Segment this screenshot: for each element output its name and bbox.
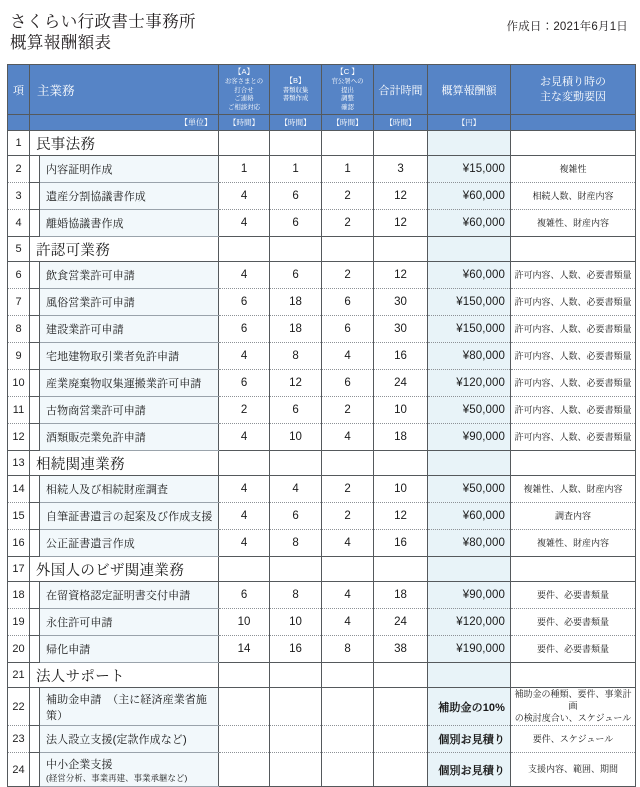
- row-indent-spacer: [30, 183, 40, 210]
- hours-b: 18: [270, 289, 322, 316]
- hours-b: [270, 726, 322, 753]
- variable-factors: 要件、必要書類量: [511, 582, 636, 609]
- total-hours: 18: [374, 424, 428, 451]
- task-name: 在留資格認定証明書交付申請: [40, 582, 219, 609]
- table-row: [8, 262, 636, 289]
- hours-a: [219, 557, 270, 582]
- hours-b: 18: [270, 316, 322, 343]
- unit-a: 【時間】: [219, 115, 270, 131]
- hours-a: [219, 131, 270, 156]
- hours-b: 6: [270, 262, 322, 289]
- total-hours: 18: [374, 582, 428, 609]
- total-hours: [374, 557, 428, 582]
- row-indent-spacer: [30, 397, 40, 424]
- hours-a: [219, 451, 270, 476]
- estimated-fee: [428, 557, 511, 582]
- hours-a: 4: [219, 262, 270, 289]
- hours-c: [322, 237, 374, 262]
- estimated-fee: ¥60,000: [428, 210, 511, 237]
- task-name: 法人設立支援(定款作成など): [40, 726, 219, 753]
- units-row: [8, 115, 636, 131]
- hours-c: 6: [322, 289, 374, 316]
- row-number: 8: [8, 316, 30, 343]
- table-row: [8, 503, 636, 530]
- variable-factors: [511, 451, 636, 476]
- row-number: 24: [8, 753, 30, 787]
- variable-factors: 要件、必要書類量: [511, 609, 636, 636]
- row-indent-spacer: [30, 262, 40, 289]
- hours-b: 8: [270, 582, 322, 609]
- hours-b: 16: [270, 636, 322, 663]
- total-hours: 16: [374, 343, 428, 370]
- hours-c: 6: [322, 316, 374, 343]
- hours-c: [322, 688, 374, 726]
- unit-note-cell: [511, 115, 636, 131]
- hours-b: 4: [270, 476, 322, 503]
- group-title: 法人サポート: [30, 663, 219, 688]
- column-a-tag: 【A】: [233, 67, 255, 77]
- office-name: さくらい行政書士事務所: [10, 13, 196, 31]
- row-number: 14: [8, 476, 30, 503]
- hours-c: 4: [322, 343, 374, 370]
- row-indent-spacer: [30, 370, 40, 397]
- hours-a: [219, 663, 270, 688]
- hours-a: 2: [219, 397, 270, 424]
- column-b-tag: 【B】: [285, 75, 306, 85]
- table-row: [8, 131, 636, 156]
- group-title: 相続関連業務: [30, 451, 219, 476]
- estimated-fee: [428, 451, 511, 476]
- document-header: [6, 0, 634, 60]
- total-hours: 12: [374, 183, 428, 210]
- hours-b: 6: [270, 183, 322, 210]
- variable-factors: [511, 557, 636, 582]
- table-body: [8, 131, 636, 787]
- task-name: 帰化申請: [40, 636, 219, 663]
- column-c-desc: 官公署への 提出 調整 確認: [331, 78, 364, 111]
- task-name: 内容証明作成: [40, 156, 219, 183]
- row-number: 18: [8, 582, 30, 609]
- table-row: [8, 210, 636, 237]
- row-indent-spacer: [30, 688, 40, 726]
- estimated-fee: [428, 663, 511, 688]
- column-header-a: [219, 65, 270, 115]
- hours-b: 6: [270, 210, 322, 237]
- hours-c: 2: [322, 503, 374, 530]
- hours-a: [219, 726, 270, 753]
- table-row: [8, 557, 636, 582]
- estimated-fee: ¥120,000: [428, 370, 511, 397]
- hours-b: 10: [270, 609, 322, 636]
- variable-factors: 調査内容: [511, 503, 636, 530]
- hours-c: 1: [322, 156, 374, 183]
- hours-c: 2: [322, 183, 374, 210]
- column-a-desc: お客さまとの 打合せ ご連絡 ご相談対応: [224, 78, 264, 111]
- hours-b: 8: [270, 343, 322, 370]
- table-row: [8, 424, 636, 451]
- column-header-fee: 概算報酬額: [428, 65, 511, 115]
- task-subtext: (経営分析、事業再建、事業承継など): [46, 773, 188, 784]
- hours-a: 6: [219, 582, 270, 609]
- total-hours: 12: [374, 503, 428, 530]
- hours-a: 10: [219, 609, 270, 636]
- row-number: 7: [8, 289, 30, 316]
- estimated-fee: ¥15,000: [428, 156, 511, 183]
- hours-a: 4: [219, 476, 270, 503]
- unit-label: 【単位】: [30, 115, 219, 131]
- variable-factors: 許可内容、人数、必要書類量: [511, 424, 636, 451]
- total-hours: 16: [374, 530, 428, 557]
- group-title: 外国人のビザ関連業務: [30, 557, 219, 582]
- hours-c: 4: [322, 530, 374, 557]
- row-number: 5: [8, 237, 30, 262]
- row-indent-spacer: [30, 210, 40, 237]
- column-header-task: 主業務: [30, 65, 219, 115]
- hours-a: [219, 237, 270, 262]
- total-hours: [374, 753, 428, 787]
- table-row: [8, 316, 636, 343]
- variable-factors: 許可内容、人数、必要書類量: [511, 343, 636, 370]
- hours-a: 4: [219, 424, 270, 451]
- estimated-fee: ¥80,000: [428, 343, 511, 370]
- column-header-total: 合計時間: [374, 65, 428, 115]
- hours-a: 4: [219, 503, 270, 530]
- row-number: 15: [8, 503, 30, 530]
- row-indent-spacer: [30, 343, 40, 370]
- estimated-fee: ¥150,000: [428, 316, 511, 343]
- hours-a: [219, 753, 270, 787]
- page-title: 概算報酬額表: [10, 34, 112, 53]
- row-number: 9: [8, 343, 30, 370]
- hours-c: 2: [322, 262, 374, 289]
- column-header-b: [270, 65, 322, 115]
- total-hours: [374, 688, 428, 726]
- row-indent-spacer: [30, 289, 40, 316]
- hours-c: 4: [322, 424, 374, 451]
- total-hours: [374, 663, 428, 688]
- row-number: 11: [8, 397, 30, 424]
- column-header-c: [322, 65, 374, 115]
- task-name: 酒類販売業免許申請: [40, 424, 219, 451]
- task-name: 相続人及び相続財産調査: [40, 476, 219, 503]
- hours-c: 2: [322, 210, 374, 237]
- variable-factors: 要件、スケジュール: [511, 726, 636, 753]
- variable-factors: 許可内容、人数、必要書類量: [511, 397, 636, 424]
- group-title: 民事法務: [30, 131, 219, 156]
- variable-factors: 許可内容、人数、必要書類量: [511, 289, 636, 316]
- variable-factors: 許可内容、人数、必要書類量: [511, 262, 636, 289]
- row-number: 6: [8, 262, 30, 289]
- row-number: 16: [8, 530, 30, 557]
- estimated-fee: ¥60,000: [428, 183, 511, 210]
- estimated-fee: ¥60,000: [428, 262, 511, 289]
- row-number: 1: [8, 131, 30, 156]
- row-indent-spacer: [30, 609, 40, 636]
- row-indent-spacer: [30, 503, 40, 530]
- title-block: [10, 12, 196, 54]
- variable-factors: [511, 131, 636, 156]
- unit-c: 【時間】: [322, 115, 374, 131]
- task-name: 公正証書遺言作成: [40, 530, 219, 557]
- estimated-fee: [428, 131, 511, 156]
- hours-b: [270, 451, 322, 476]
- unit-fee: 【円】: [428, 115, 511, 131]
- total-hours: 10: [374, 397, 428, 424]
- hours-a: 4: [219, 343, 270, 370]
- row-indent-spacer: [30, 156, 40, 183]
- hours-c: [322, 753, 374, 787]
- row-indent-spacer: [30, 582, 40, 609]
- total-hours: [374, 131, 428, 156]
- row-indent-spacer: [30, 424, 40, 451]
- row-number: 21: [8, 663, 30, 688]
- table-row: [8, 663, 636, 688]
- table-row: [8, 370, 636, 397]
- total-hours: 38: [374, 636, 428, 663]
- total-hours: 24: [374, 609, 428, 636]
- variable-factors: 支援内容、範囲、期間: [511, 753, 636, 787]
- variable-factors: 許可内容、人数、必要書類量: [511, 370, 636, 397]
- estimated-fee: ¥120,000: [428, 609, 511, 636]
- hours-b: [270, 663, 322, 688]
- task-name: 飲食営業許可申請: [40, 262, 219, 289]
- task-name: 補助金申請 （主に経済産業省施策）: [40, 688, 219, 726]
- task-name: 古物商営業許可申請: [40, 397, 219, 424]
- hours-b: [270, 688, 322, 726]
- row-number: 3: [8, 183, 30, 210]
- total-hours: 30: [374, 289, 428, 316]
- created-date: 作成日：2021年6月1日: [506, 21, 628, 33]
- estimated-fee: ¥190,000: [428, 636, 511, 663]
- hours-b: [270, 237, 322, 262]
- table-row: [8, 688, 636, 726]
- row-number: 22: [8, 688, 30, 726]
- task-name: 産業廃棄物収集運搬業許可申請: [40, 370, 219, 397]
- variable-factors: [511, 237, 636, 262]
- hours-c: 2: [322, 397, 374, 424]
- row-number: 23: [8, 726, 30, 753]
- table-row: [8, 636, 636, 663]
- table-row: [8, 530, 636, 557]
- row-number: 13: [8, 451, 30, 476]
- hours-a: 6: [219, 316, 270, 343]
- variable-factors: 複雑性、財産内容: [511, 530, 636, 557]
- hours-c: [322, 131, 374, 156]
- variable-factors: 複雑性: [511, 156, 636, 183]
- variable-factors: 相続人数、財産内容: [511, 183, 636, 210]
- table-row: [8, 183, 636, 210]
- column-c-tag: 【C 】: [336, 67, 359, 77]
- estimated-fee: [428, 237, 511, 262]
- row-number: 10: [8, 370, 30, 397]
- row-indent-spacer: [30, 726, 40, 753]
- hours-a: 1: [219, 156, 270, 183]
- row-number: 12: [8, 424, 30, 451]
- table-row: [8, 156, 636, 183]
- row-indent-spacer: [30, 753, 40, 787]
- table-row: [8, 726, 636, 753]
- variable-factors: 補助金の種類、要件、事業計画 の検討度合い、スケジュール: [511, 688, 636, 726]
- hours-c: [322, 663, 374, 688]
- unit-total: 【時間】: [374, 115, 428, 131]
- variable-factors: 許可内容、人数、必要書類量: [511, 316, 636, 343]
- total-hours: 30: [374, 316, 428, 343]
- fee-schedule-table: [7, 64, 636, 787]
- hours-c: [322, 451, 374, 476]
- row-indent-spacer: [30, 316, 40, 343]
- table-row: [8, 753, 636, 787]
- total-hours: [374, 726, 428, 753]
- total-hours: 10: [374, 476, 428, 503]
- hours-c: 6: [322, 370, 374, 397]
- estimated-fee: ¥60,000: [428, 503, 511, 530]
- hours-b: 8: [270, 530, 322, 557]
- hours-b: 6: [270, 503, 322, 530]
- task-name: 中小企業支援 (経営分析、事業再建、事業承継など): [40, 753, 219, 787]
- variable-factors: 要件、必要書類量: [511, 636, 636, 663]
- estimated-fee: ¥90,000: [428, 424, 511, 451]
- table-row: [8, 609, 636, 636]
- hours-b: [270, 753, 322, 787]
- estimated-fee: 補助金の10%: [428, 688, 511, 726]
- estimated-fee: 個別お見積り: [428, 753, 511, 787]
- hours-b: 6: [270, 397, 322, 424]
- hours-c: 8: [322, 636, 374, 663]
- hours-a: 6: [219, 289, 270, 316]
- task-name: 建設業許可申請: [40, 316, 219, 343]
- unit-b: 【時間】: [270, 115, 322, 131]
- table-row: [8, 289, 636, 316]
- row-indent-spacer: [30, 636, 40, 663]
- hours-a: 14: [219, 636, 270, 663]
- variable-factors: 複雑性、財産内容: [511, 210, 636, 237]
- row-number: 19: [8, 609, 30, 636]
- estimated-fee: ¥50,000: [428, 397, 511, 424]
- hours-c: 4: [322, 609, 374, 636]
- table-row: [8, 476, 636, 503]
- hours-b: 10: [270, 424, 322, 451]
- table-row: [8, 343, 636, 370]
- total-hours: 3: [374, 156, 428, 183]
- table-row: [8, 397, 636, 424]
- row-number: 4: [8, 210, 30, 237]
- table-row: [8, 582, 636, 609]
- task-name: 離婚協議書作成: [40, 210, 219, 237]
- column-header-no: 項: [8, 65, 30, 115]
- estimated-fee: ¥80,000: [428, 530, 511, 557]
- task-name: 自筆証書遺言の起案及び作成支援: [40, 503, 219, 530]
- total-hours: 12: [374, 262, 428, 289]
- row-indent-spacer: [30, 476, 40, 503]
- hours-a: [219, 688, 270, 726]
- row-number: 17: [8, 557, 30, 582]
- hours-c: [322, 557, 374, 582]
- row-number: 20: [8, 636, 30, 663]
- table-row: [8, 237, 636, 262]
- hours-c: 4: [322, 582, 374, 609]
- total-hours: 12: [374, 210, 428, 237]
- total-hours: [374, 237, 428, 262]
- estimated-fee: 個別お見積り: [428, 726, 511, 753]
- hours-a: 4: [219, 210, 270, 237]
- task-name: 風俗営業許可申請: [40, 289, 219, 316]
- group-title: 許認可業務: [30, 237, 219, 262]
- variable-factors: [511, 663, 636, 688]
- row-indent-spacer: [30, 530, 40, 557]
- task-name: 宅地建物取引業者免許申請: [40, 343, 219, 370]
- estimated-fee: ¥150,000: [428, 289, 511, 316]
- total-hours: [374, 451, 428, 476]
- estimated-fee: ¥90,000: [428, 582, 511, 609]
- hours-c: [322, 726, 374, 753]
- hours-c: 2: [322, 476, 374, 503]
- table-header: [8, 65, 636, 131]
- hours-b: 1: [270, 156, 322, 183]
- hours-a: 4: [219, 183, 270, 210]
- row-number: 2: [8, 156, 30, 183]
- unit-no-cell: [8, 115, 30, 131]
- column-b-desc: 書類収集 書類作成: [282, 86, 309, 103]
- column-header-note: お見積り時の 主な変動要因: [511, 65, 636, 115]
- hours-b: [270, 557, 322, 582]
- task-name: 永住許可申請: [40, 609, 219, 636]
- hours-b: [270, 131, 322, 156]
- hours-a: 6: [219, 370, 270, 397]
- task-name: 遺産分割協議書作成: [40, 183, 219, 210]
- table-row: [8, 451, 636, 476]
- variable-factors: 複雑性、人数、財産内容: [511, 476, 636, 503]
- total-hours: 24: [374, 370, 428, 397]
- estimated-fee: ¥50,000: [428, 476, 511, 503]
- hours-a: 4: [219, 530, 270, 557]
- hours-b: 12: [270, 370, 322, 397]
